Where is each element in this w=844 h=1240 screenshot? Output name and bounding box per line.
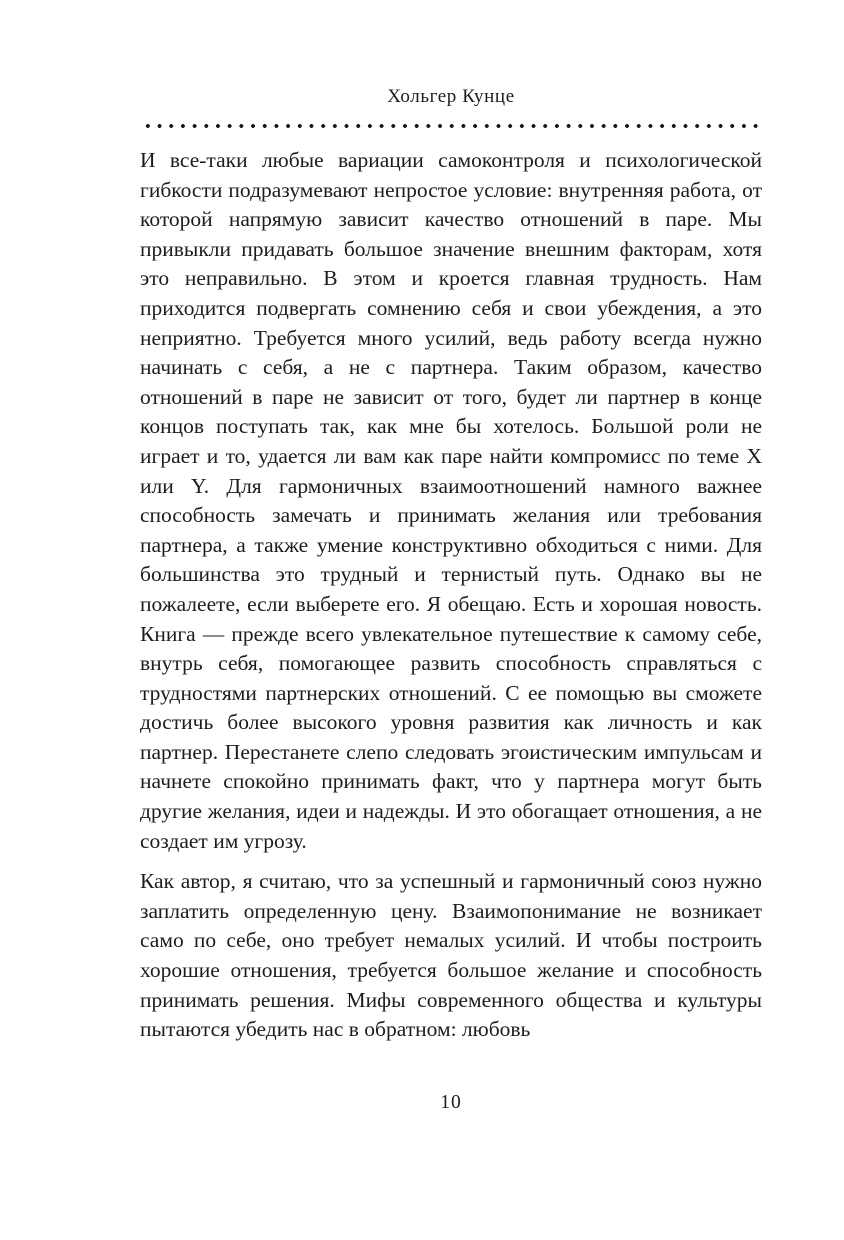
dotted-separator: [142, 123, 760, 129]
body-paragraph: И все-таки любые вариации самоконтроля и психологической гибкости подразумевают непростое условие: внутренняя работа, от которой напрямую зависит качество отношений в паре. Мы привыкли придавать большое значение внешним факторам, хотя это неправильно. В этом и кроется главная трудность. Нам приходится подвергать сомнению себя и свои убеждения, а это неприятно. Требуется много усилий, ведь работу всегда нужно начинать с себя, а не с партнера. Таким образом, качество отношений в паре не зависит от того, будет ли партнер в конце концов поступать так, как мне бы хотелось. Большой роли не играет и то, удается ли вам как паре найти компромисс по теме X или Y. Для гармоничных взаимоотношений намного важнее способность замечать и принимать желания или требования партнера, а также умение конструктивно обходиться с ними. Для большинства это трудный и тернистый путь. Однако вы не пожалеете, если выберете его. Я обещаю. Есть и хорошая новость. Книга — прежде всего увлекательное путешествие к самому себе, внутрь себя, помогающее развить способность справляться с трудностями партнерских отношений. С ее помощью вы сможете достичь более высокого уровня развития как личность и как партнер. Перестанете слепо следовать эгоистическим импульсам и начнете спокойно принимать факт, что у партнера могут быть другие желания, идеи и надежды. И это обогащает отношения, а не создает им угрозу.: [140, 148, 762, 853]
running-header-author: Хольгер Кунце: [387, 86, 515, 107]
page-number: 10: [440, 1092, 462, 1113]
page-content: [140, 86, 762, 1045]
body-paragraph: Как автор, я считаю, что за успешный и гармоничный союз нужно заплатить определенную цену. Взаимопонимание не возникает само по себе, оно требует немалых усилий. И чтобы построить хорошие отношения, требуется большое желание и способность принимать решения. Мифы современного общества и культуры пытаются убедить нас в обратном: любовь: [140, 869, 762, 1042]
body-text: [140, 146, 762, 1045]
